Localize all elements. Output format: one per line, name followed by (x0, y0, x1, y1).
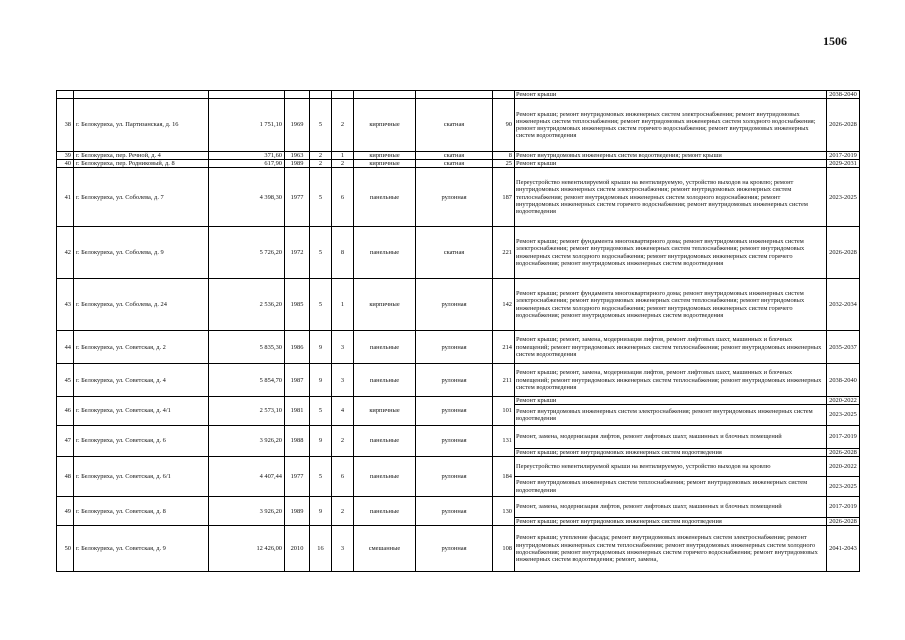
floors-cell: 9 (310, 331, 332, 364)
walls-cell: смешанные (354, 526, 416, 572)
area-cell: 1 751,10 (209, 99, 285, 152)
apartments-cell: 90 (493, 99, 515, 152)
period-cell: 2023-2025 (827, 168, 860, 227)
row-number: 38 (57, 99, 74, 152)
year-cell: 1988 (285, 425, 310, 456)
address-cell: г. Белокуриха, ул. Советская, д. 4 (74, 364, 209, 397)
address-cell: г. Белокуриха, пер. Родниковый, д. 8 (74, 159, 209, 167)
empty-cell (332, 91, 354, 99)
area-cell: 617,90 (209, 159, 285, 167)
apartments-cell: 130 (493, 497, 515, 526)
entrances-cell: 2 (332, 497, 354, 526)
apartments-cell: 142 (493, 279, 515, 331)
area-cell: 5 854,70 (209, 364, 285, 397)
floors-cell: 9 (310, 497, 332, 526)
year-cell: 1985 (285, 279, 310, 331)
empty-cell (416, 91, 493, 99)
entrances-cell: 2 (332, 159, 354, 167)
period-cell: 2017-2019 (827, 497, 860, 518)
empty-cell (354, 91, 416, 99)
work-cell: Ремонт крыши; ремонт внутридомовых инженерных систем водоотведения (515, 518, 827, 526)
entrances-cell: 3 (332, 364, 354, 397)
empty-cell (493, 91, 515, 99)
period-cell: 2023-2025 (827, 477, 860, 497)
row-number: 40 (57, 159, 74, 167)
year-cell: 2010 (285, 526, 310, 572)
entrances-cell: 6 (332, 168, 354, 227)
walls-cell: кирпичные (354, 99, 416, 152)
apartments-cell: 187 (493, 168, 515, 227)
area-cell: 12 426,00 (209, 526, 285, 572)
walls-cell: панельные (354, 168, 416, 227)
address-cell: г. Белокуриха, ул. Советская, д. 4/1 (74, 397, 209, 426)
table-row (57, 279, 860, 331)
address-cell: г. Белокуриха, ул. Советская, д. 2 (74, 331, 209, 364)
area-cell: 5 726,20 (209, 227, 285, 279)
floors-cell: 9 (310, 425, 332, 456)
floors-cell: 5 (310, 227, 332, 279)
address-cell: г. Белокуриха, ул. Советская, д. 6 (74, 425, 209, 456)
address-cell: г. Белокуриха, ул. Партизанская, д. 16 (74, 99, 209, 152)
work-cell: Переустройство невентилируемой крыши на вентилируемую, устройство выходов на кровлю; ремонт внутридомовых инженерных систем электроснабжения; ремонт внутридомовых инженерных систем теплоснабжения; ремонт внутридомовых инженерных систем холодного водоснабжения; ремонт внутридомовых инженерных систем горячего водоснабжения; ремонт внутридомовых инженерных систем водоотведения (515, 168, 827, 227)
page-number: 1506 (823, 34, 847, 48)
period-cell: 2017-2019 (827, 425, 860, 448)
walls-cell: панельные (354, 497, 416, 526)
table-row (57, 151, 860, 159)
apartments-cell: 108 (493, 526, 515, 572)
roof-cell: рулонная (416, 279, 493, 331)
period-cell: 2026-2028 (827, 99, 860, 152)
area-cell: 3 926,20 (209, 497, 285, 526)
work-cell: Ремонт крыши; ремонт, замена, модернизация лифтов, ремонт лифтовых шахт, машинных и блочных помещений; ремонт внутридомовых инженерных систем теплоснабжения; ремонт внутридомовых инженерных систем водоотведения (515, 331, 827, 364)
walls-cell: панельные (354, 457, 416, 497)
year-cell: 1986 (285, 331, 310, 364)
address-cell: г. Белокуриха, ул. Соболева, д. 24 (74, 279, 209, 331)
work-cell: Ремонт крыши; ремонт фундамента многоквартирного дома; ремонт внутридомовых инженерных систем электроснабжения; ремонт внутридомовых инженерных систем теплоснабжения; ремонт внутридомовых инженерных систем холодного водоснабжения; ремонт внутридомовых инженерных систем горячего водоснабжения; ремонт внутридомовых инженерных систем водоотведения (515, 227, 827, 279)
year-cell: 1989 (285, 497, 310, 526)
table-row (57, 397, 860, 405)
table-row (57, 457, 860, 477)
row-number: 45 (57, 364, 74, 397)
roof-cell: скатная (416, 227, 493, 279)
work-cell: Ремонт внутридомовых инженерных систем теплоснабжения; ремонт внутридомовых инженерных систем водоотведения (515, 477, 827, 497)
period-cell: 2026-2028 (827, 227, 860, 279)
period-cell: 2020-2022 (827, 457, 860, 477)
address-cell: г. Белокуриха, ул. Соболева, д. 7 (74, 168, 209, 227)
period-cell: 2026-2028 (827, 448, 860, 456)
entrances-cell: 1 (332, 279, 354, 331)
empty-cell (57, 91, 74, 99)
work-cell: Ремонт, замена, модернизация лифтов, ремонт лифтовых шахт, машинных и блочных помещений (515, 425, 827, 448)
table-row (57, 364, 860, 397)
apartments-cell: 25 (493, 159, 515, 167)
roof-cell: скатная (416, 159, 493, 167)
area-cell: 4 398,30 (209, 168, 285, 227)
empty-cell (74, 91, 209, 99)
walls-cell: кирпичные (354, 397, 416, 426)
apartments-cell: 131 (493, 425, 515, 456)
table-row (57, 91, 860, 99)
entrances-cell: 2 (332, 425, 354, 456)
table-row (57, 99, 860, 152)
capital-repair-table (56, 90, 860, 572)
roof-cell: скатная (416, 151, 493, 159)
year-cell: 1977 (285, 168, 310, 227)
period-cell: 2038-2040 (827, 364, 860, 397)
year-cell: 1987 (285, 364, 310, 397)
year-cell: 1969 (285, 99, 310, 152)
row-number: 42 (57, 227, 74, 279)
work-cell: Ремонт крыши; ремонт внутридомовых инженерных систем водоотведения (515, 448, 827, 456)
apartments-cell: 184 (493, 457, 515, 497)
walls-cell: панельные (354, 227, 416, 279)
empty-cell (285, 91, 310, 99)
entrances-cell: 8 (332, 227, 354, 279)
table-row (57, 526, 860, 572)
area-cell: 5 835,30 (209, 331, 285, 364)
address-cell: г. Белокуриха, ул. Советская, д. 9 (74, 526, 209, 572)
walls-cell: панельные (354, 331, 416, 364)
table-row (57, 159, 860, 167)
walls-cell: кирпичные (354, 159, 416, 167)
table-row (57, 331, 860, 364)
year-cell: 1981 (285, 397, 310, 426)
apartments-cell: 221 (493, 227, 515, 279)
period-cell: 2020-2022 (827, 397, 860, 405)
row-number: 50 (57, 526, 74, 572)
roof-cell: скатная (416, 99, 493, 152)
work-cell: Ремонт крыши; ремонт, замена, модернизация лифтов, ремонт лифтовых шахт, машинных и блочных помещений; ремонт внутридомовых инженерных систем теплоснабжения; ремонт внутридомовых инженерных систем водоотведения (515, 364, 827, 397)
apartments-cell: 211 (493, 364, 515, 397)
period-cell: 2026-2028 (827, 518, 860, 526)
floors-cell: 5 (310, 457, 332, 497)
table-row (57, 168, 860, 227)
row-number: 43 (57, 279, 74, 331)
entrances-cell: 4 (332, 397, 354, 426)
floors-cell: 16 (310, 526, 332, 572)
row-number: 41 (57, 168, 74, 227)
floors-cell: 2 (310, 151, 332, 159)
roof-cell: рулонная (416, 331, 493, 364)
entrances-cell: 2 (332, 99, 354, 152)
period-cell: 2029-2031 (827, 159, 860, 167)
roof-cell: рулонная (416, 397, 493, 426)
roof-cell: рулонная (416, 168, 493, 227)
row-number: 48 (57, 457, 74, 497)
roof-cell: рулонная (416, 526, 493, 572)
floors-cell: 5 (310, 279, 332, 331)
work-cell: Ремонт крыши; ремонт фундамента многоквартирного дома; ремонт внутридомовых инженерных систем электроснабжения; ремонт внутридомовых инженерных систем теплоснабжения; ремонт внутридомовых инженерных систем холодного водоснабжения; ремонт внутридомовых инженерных систем горячего водоснабжения; ремонт внутридомовых инженерных систем водоотведения (515, 279, 827, 331)
period-cell: 2041-2043 (827, 526, 860, 572)
work-cell: Ремонт крыши (515, 91, 827, 99)
row-number: 39 (57, 151, 74, 159)
year-cell: 1989 (285, 159, 310, 167)
empty-cell (310, 91, 332, 99)
work-cell: Переустройство невентилируемой крыши на вентилируемую, устройство выходов на кровлю (515, 457, 827, 477)
floors-cell: 5 (310, 99, 332, 152)
area-cell: 2 573,10 (209, 397, 285, 426)
period-cell: 2017-2019 (827, 151, 860, 159)
table-row (57, 227, 860, 279)
entrances-cell: 6 (332, 457, 354, 497)
entrances-cell: 3 (332, 526, 354, 572)
row-number: 46 (57, 397, 74, 426)
row-number: 47 (57, 425, 74, 456)
period-cell: 2023-2025 (827, 405, 860, 426)
walls-cell: кирпичные (354, 151, 416, 159)
work-cell: Ремонт внутридомовых инженерных систем водоотведения; ремонт крыши (515, 151, 827, 159)
area-cell: 2 536,20 (209, 279, 285, 331)
empty-cell (209, 91, 285, 99)
year-cell: 1963 (285, 151, 310, 159)
work-cell: Ремонт крыши (515, 159, 827, 167)
roof-cell: рулонная (416, 497, 493, 526)
apartments-cell: 101 (493, 397, 515, 426)
work-cell: Ремонт, замена, модернизация лифтов, ремонт лифтовых шахт, машинных и блочных помещений (515, 497, 827, 518)
apartments-cell: 214 (493, 331, 515, 364)
floors-cell: 5 (310, 168, 332, 227)
apartments-cell: 8 (493, 151, 515, 159)
year-cell: 1972 (285, 227, 310, 279)
floors-cell: 9 (310, 364, 332, 397)
walls-cell: кирпичные (354, 279, 416, 331)
floors-cell: 2 (310, 159, 332, 167)
period-cell: 2035-2037 (827, 331, 860, 364)
walls-cell: панельные (354, 364, 416, 397)
period-cell: 2038-2040 (827, 91, 860, 99)
walls-cell: панельные (354, 425, 416, 456)
address-cell: г. Белокуриха, ул. Советская, д. 8 (74, 497, 209, 526)
roof-cell: рулонная (416, 364, 493, 397)
address-cell: г. Белокуриха, ул. Советская, д. 6/1 (74, 457, 209, 497)
entrances-cell: 3 (332, 331, 354, 364)
table-row (57, 497, 860, 518)
work-cell: Ремонт крыши (515, 397, 827, 405)
area-cell: 4 407,44 (209, 457, 285, 497)
row-number: 49 (57, 497, 74, 526)
work-cell: Ремонт крыши; ремонт внутридомовых инженерных систем электроснабжения; ремонт внутридомовых инженерных систем теплоснабжения; ремонт внутридомовых инженерных систем холодного водоснабжения; ремонт внутридомовых инженерных систем горячего водоснабжения; ремонт внутридомовых инженерных систем водоотведения (515, 99, 827, 152)
area-cell: 3 926,20 (209, 425, 285, 456)
roof-cell: рулонная (416, 457, 493, 497)
address-cell: г. Белокуриха, пер. Речной, д. 4 (74, 151, 209, 159)
entrances-cell: 1 (332, 151, 354, 159)
period-cell: 2032-2034 (827, 279, 860, 331)
floors-cell: 5 (310, 397, 332, 426)
table-row (57, 425, 860, 448)
work-cell: Ремонт внутридомовых инженерных систем электроснабжения; ремонт внутридомовых инженерных систем водоотведения (515, 405, 827, 426)
year-cell: 1977 (285, 457, 310, 497)
work-cell: Ремонт крыши; утепление фасада; ремонт внутридомовых инженерных систем электроснабжения; ремонт внутридомовых инженерных систем теплоснабжения; ремонт внутридомовых инженерных систем холодного водоснабжения; ремонт внутридомовых инженерных систем горячего водоснабжения; ремонт внутридомовых инженерных систем водоотведения; ремонт, замена, (515, 526, 827, 572)
address-cell: г. Белокуриха, ул. Соболева, д. 9 (74, 227, 209, 279)
area-cell: 371,60 (209, 151, 285, 159)
row-number: 44 (57, 331, 74, 364)
roof-cell: рулонная (416, 425, 493, 456)
